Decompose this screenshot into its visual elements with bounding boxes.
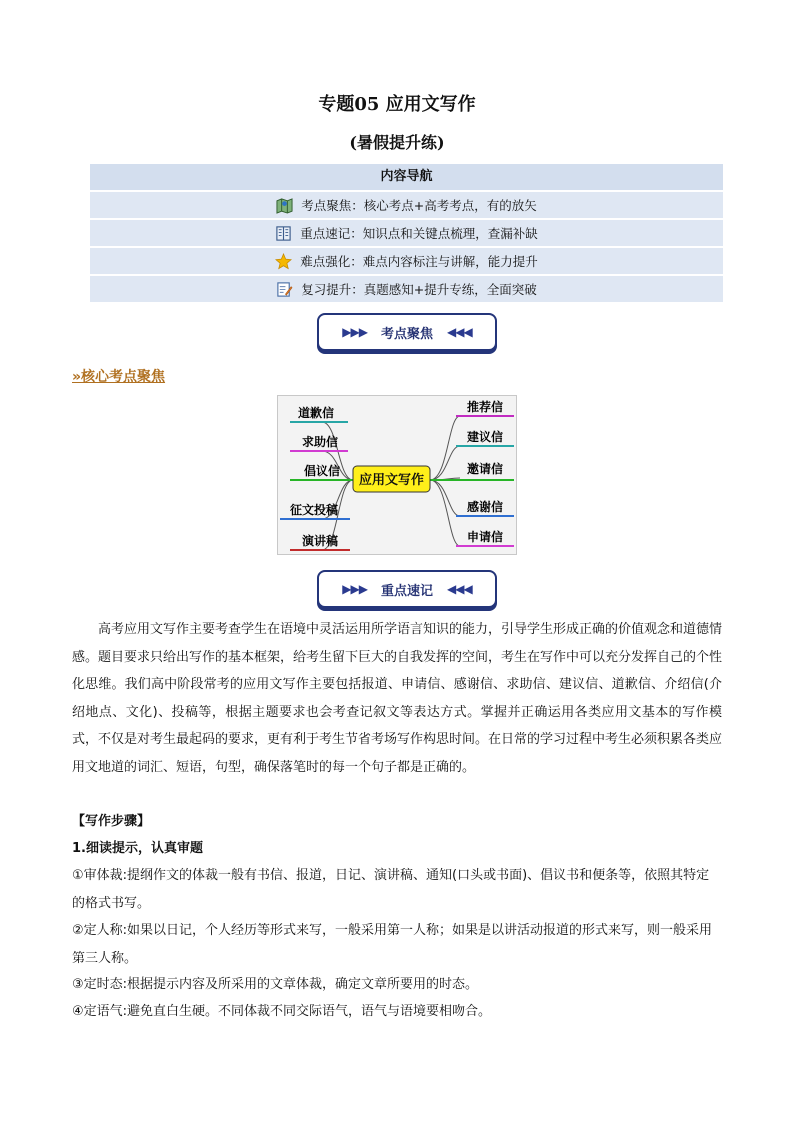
nav-item-label: 复习提升：真题感知+提升专练，全面突破: [301, 282, 537, 297]
mindmap-node: 推荐信: [466, 400, 504, 414]
arrows-left-icon: ◀◀◀: [447, 325, 472, 339]
section-heading-core: »核心考点聚焦: [72, 369, 166, 385]
banner-label: 考点聚焦: [380, 326, 433, 342]
nav-item-difficulty: [90, 248, 723, 274]
nav-item-focus: [90, 192, 723, 218]
page-title: 专题05 应用文写作: [318, 94, 476, 115]
step1-heading: 1.细读提示，认真审题: [72, 841, 203, 856]
content-navigation: [90, 164, 723, 304]
arrows-right-icon: ▶▶▶: [342, 582, 367, 596]
mindmap-graphic: [278, 396, 516, 554]
nav-item-label: 难点强化：难点内容标注与讲解，能力提升: [300, 254, 538, 269]
edit-icon: [276, 281, 293, 298]
steps-heading: 【写作步骤】: [72, 814, 151, 829]
point-tone: ④定语气:避免直白生硬。不同体裁不同交际语气，语气与语境要相吻合。: [72, 1004, 492, 1019]
star-icon: [275, 253, 292, 270]
nav-item-label: 考点聚焦：核心考点+高考考点，有的放矢: [301, 198, 537, 213]
point-person: ②定人称:如果以日记，个人经历等形式来写，一般采用第一人称；如果是以讲活动报道的形式来写，则一般采用第三人称。: [72, 923, 713, 966]
nav-header: 内容导航: [90, 164, 723, 190]
mindmap-node: 邀请信: [466, 462, 504, 476]
section-banner-notes: [317, 570, 497, 608]
mindmap-center: 应用文写作: [358, 473, 425, 488]
nav-item-notes: [90, 220, 723, 246]
mindmap: [277, 395, 517, 555]
map-icon: [276, 197, 293, 214]
arrows-right-icon: ▶▶▶: [342, 325, 367, 339]
page-subtitle: (暑假提升练): [349, 133, 445, 152]
intro-paragraph: 高考应用文写作主要考查学生在语境中灵活运用所学语言知识的能力，引导学生形成正确的价值观念和道德情感。题目要求只给出写作的基本框架，给考生留下巨大的自我发挥的空间，考生在写作中可以充分发挥自己的个性化思维。我们高中阶段常考的应用文写作主要包括报道、申请信、感谢信、求助信、建议信、道歉信、介绍信(介绍地点、文化)、投稿等，根据主题要求也会考查记叙文等表达方式。掌握并正确运用各类应用文基本的写作模式，不仅是对考生最起码的要求，更有利于考生节省考场写作构思时间。在日常的学习过程中考生必须积累各类应用文地道的词汇、短语，句型，确保落笔时的每一个句子都是正确的。: [72, 622, 723, 775]
arrows-left-icon: ◀◀◀: [447, 582, 472, 596]
mindmap-node: 演讲稿: [301, 534, 339, 548]
nav-item-label: 重点速记：知识点和关键点梳理，查漏补缺: [300, 226, 538, 241]
mindmap-node: 道歉信: [297, 406, 335, 420]
mindmap-node: 倡议信: [303, 464, 341, 478]
mindmap-node: 建议信: [466, 430, 504, 444]
mindmap-node: 求助信: [301, 435, 339, 449]
nav-item-review: [90, 276, 723, 302]
book-icon: [275, 225, 292, 242]
mindmap-node: 征文投稿: [289, 503, 339, 517]
section-banner-focus: [317, 313, 497, 351]
mindmap-node: 感谢信: [466, 500, 504, 514]
point-tense: ③定时态:根据提示内容及所采用的文章体裁，确定文章所要用的时态。: [72, 977, 479, 992]
point-genre: ①审体裁:提纲作文的体裁一般有书信、报道，日记、演讲稿、通知(口头或书面)、倡议书和便条等，依照其特定的格式书写。: [72, 868, 710, 911]
mindmap-node: 申请信: [466, 530, 504, 544]
banner-label: 重点速记: [380, 583, 433, 599]
